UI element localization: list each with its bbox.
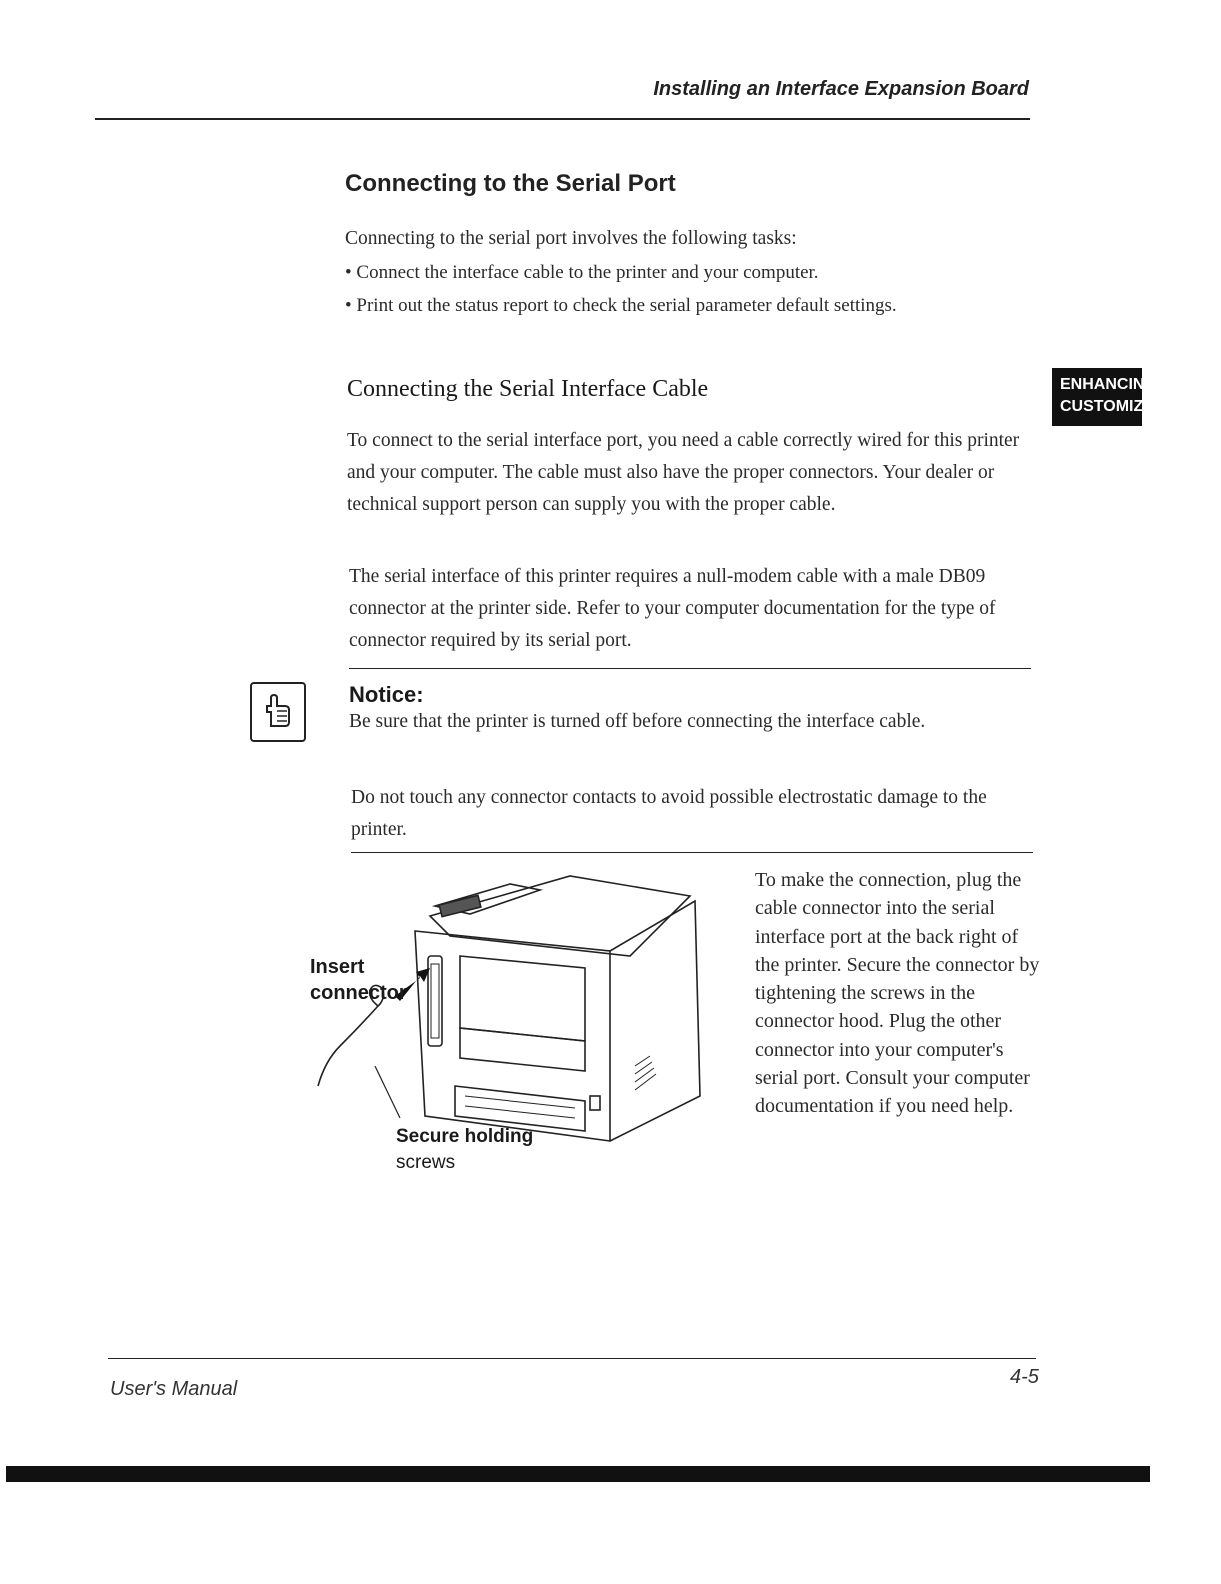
footer-manual-name: User's Manual [110,1378,238,1400]
notice-text: Be sure that the printer is turned off before connecting the interface cable. [349,711,926,732]
side-tab-line2: CUSTOMIZIN [1060,398,1160,415]
side-tab-line1: ENHANCING [1060,376,1157,393]
paragraph: To connect to the serial interface port, you need a cable correctly wired for this printer and your computer. The cable must also have the proper connectors. Your dealer or technical support person can supply you with the proper cable. [347,430,1020,515]
intro-text: Connecting to the serial port involves the following tasks: [345,228,797,249]
notice-top-rule [349,668,1031,669]
figure-label-line: Insert [310,956,365,978]
task-list [345,256,897,322]
figure-label-line: screws [396,1152,456,1173]
connection-instructions: To make the connection, plug the cable connector into the serial interface port at the back right of the printer. Secure the connector by tightening the screws in the connector hood. Plug the other connector into your computer's serial port. Consult your computer documentation if you need help. [755,869,1040,1118]
scan-edge-bar [6,1466,1150,1482]
section-title: Connecting to the Serial Port [345,170,676,197]
header-rule [95,118,1030,120]
figure-label-insert [310,954,407,1006]
figure-label-line: connector [310,982,407,1004]
page-number: 4-5 [1010,1366,1039,1388]
notice-bottom-rule [351,852,1033,853]
side-tab [1052,368,1160,426]
subsection-title: Connecting the Serial Interface Cable [347,376,709,402]
footer-rule [108,1358,1036,1359]
notice-text: Do not touch any connector contacts to avoid possible electrostatic damage to the printer. [351,787,987,840]
pointing-hand-icon [250,682,306,742]
paragraph: The serial interface of this printer requires a null-modem cable with a male DB09 connector at the printer side. Refer to your computer documentation for the type of connector required by its serial port. [349,566,996,651]
list-item: • Connect the interface cable to the printer and your computer. [345,256,897,289]
figure-label-secure [396,1124,533,1176]
running-header: Installing an Interface Expansion Board [653,78,1029,100]
notice-label: Notice: [349,682,424,707]
figure-label-line: Secure holding [396,1126,534,1147]
list-item: • Print out the status report to check the serial parameter default settings. [345,289,897,322]
